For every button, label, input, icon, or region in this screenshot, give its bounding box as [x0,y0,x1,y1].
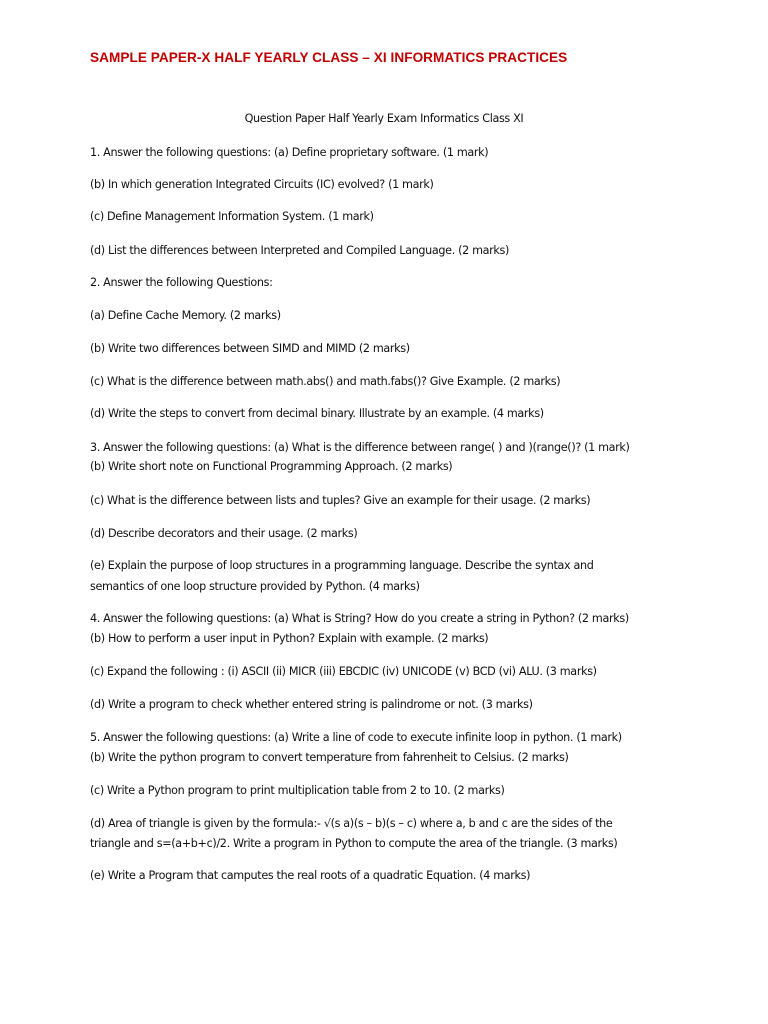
question-4b: (b) How to perform a user input in Python? Explain with example. (2 marks) [90,632,489,645]
document-subtitle: Question Paper Half Yearly Exam Informatics Class XI [244,112,524,125]
question-2a: (a) Define Cache Memory. (2 marks) [90,309,281,322]
question-3e-line-2: semantics of one loop structure provided by Python. (4 marks) [90,580,420,593]
question-5c: (c) Write a Python program to print multiplication table from 2 to 10. (2 marks) [90,784,505,797]
question-4d: (d) Write a program to check whether entered string is palindrome or not. (3 marks) [90,698,533,711]
question-1b: (b) In which generation Integrated Circuits (IC) evolved? (1 mark) [90,178,434,191]
question-3d: (d) Describe decorators and their usage. (2 marks) [90,527,358,540]
question-5a: 5. Answer the following questions: (a) Write a line of code to execute infinite loop in python. (1 mark) [90,731,622,744]
document-title: SAMPLE PAPER-X HALF YEARLY CLASS – XI INFORMATICS PRACTICES [90,50,568,65]
question-5d-line-1: (d) Area of triangle is given by the formula:- √(s a)(s – b)(s – c) where a, b and c are the sides of the [90,817,613,830]
question-5e: (e) Write a Program that camputes the real roots of a quadratic Equation. (4 marks) [90,869,531,882]
question-1c: (c) Define Management Information System. (1 mark) [90,210,374,223]
question-3e-line-1: (e) Explain the purpose of loop structures in a programming language. Describe the syntax and [90,559,594,572]
question-4c: (c) Expand the following : (i) ASCII (ii) MICR (iii) EBCDIC (iv) UNICODE (v) BCD (vi) ALU. (3 marks) [90,665,597,678]
question-3b: (b) Write short note on Functional Programming Approach. (2 marks) [90,460,453,473]
question-5d-line-2: triangle and s=(a+b+c)/2. Write a program in Python to compute the area of the triangle. (3 marks) [90,837,618,850]
question-2c: (c) What is the difference between math.abs() and math.fabs()? Give Example. (2 marks) [90,375,561,388]
question-3a: 3. Answer the following questions: (a) What is the difference between range( ) and )(range()? (1 mark) [90,441,630,454]
question-3c: (c) What is the difference between lists and tuples? Give an example for their usage. (2 marks) [90,494,591,507]
question-1a: 1. Answer the following questions: (a) Define proprietary software. (1 mark) [90,146,489,159]
question-2d: (d) Write the steps to convert from decimal binary. Illustrate by an example. (4 marks) [90,407,544,420]
question-5b: (b) Write the python program to convert temperature from fahrenheit to Celsius. (2 marks) [90,751,569,764]
question-2b: (b) Write two differences between SIMD and MIMD (2 marks) [90,342,410,355]
question-1d: (d) List the differences between Interpreted and Compiled Language. (2 marks) [90,244,510,257]
question-4a: 4. Answer the following questions: (a) What is String? How do you create a string in Python? (2 marks) [90,612,629,625]
question-2-heading: 2. Answer the following Questions: [90,276,273,289]
